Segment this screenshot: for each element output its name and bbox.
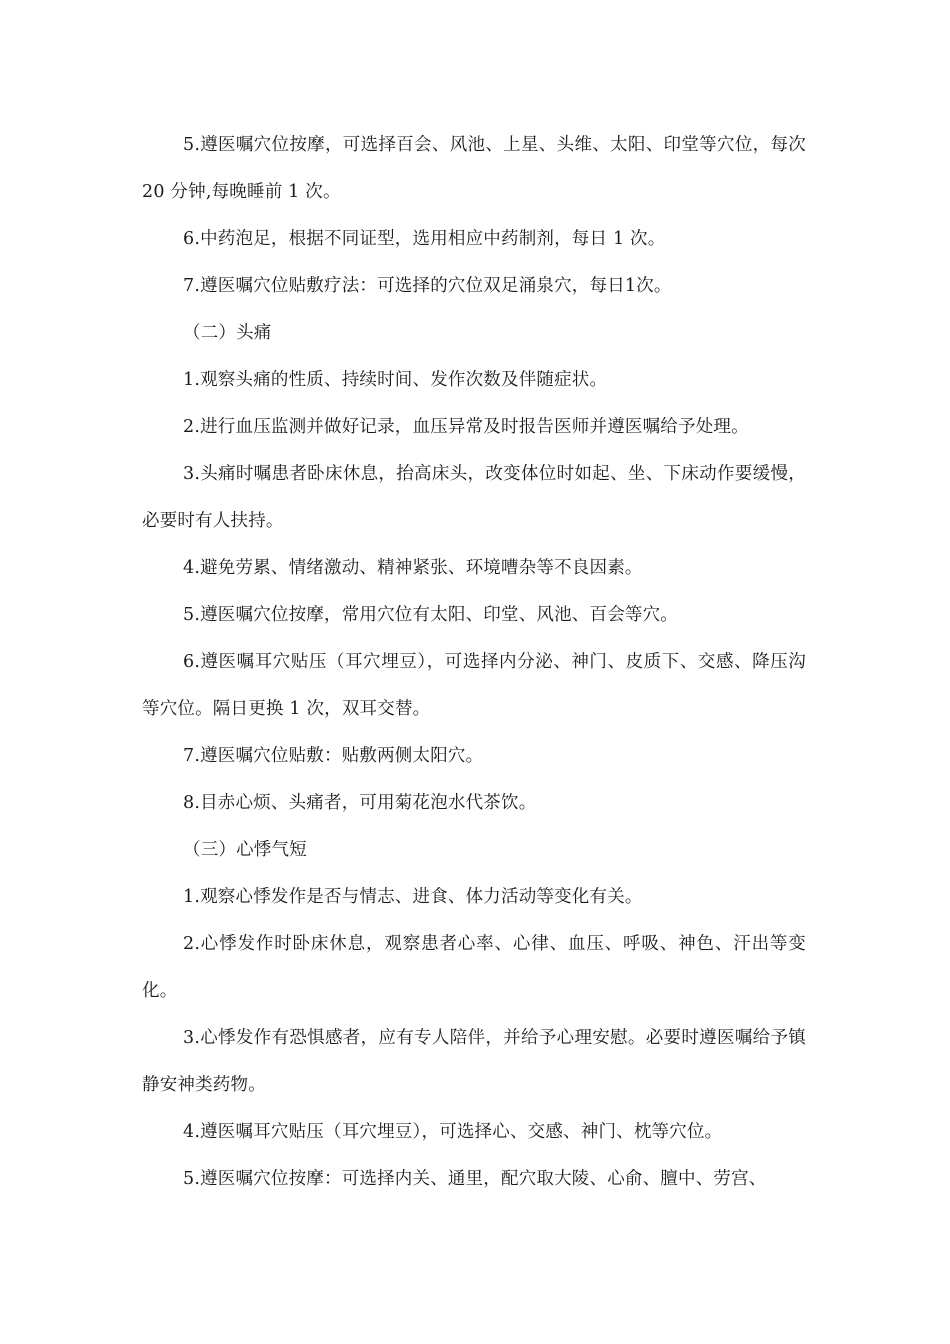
paragraph-palpitation-item-5: 5.遵医嘱穴位按摩：可选择内关、通里，配穴取大陵、心俞、膻中、劳宫、 xyxy=(183,1169,767,1189)
paragraph-headache-item-2: 2.进行血压监测并做好记录，血压异常及时报告医师并遵医嘱给予处理。 xyxy=(183,417,749,437)
paragraph-headache-item-3: 3.头痛时嘱患者卧床休息，抬高床头，改变体位时如起、坐、下床动作要缓慢，必要时有人扶持。 xyxy=(142,464,806,531)
paragraph-headache-item-4: 4.避免劳累、情绪激动、精神紧张、环境嘈杂等不良因素。 xyxy=(183,558,643,578)
paragraph-palpitation-item-4: 4.遵医嘱耳穴贴压（耳穴埋豆），可选择心、交感、神门、枕等穴位。 xyxy=(183,1122,723,1142)
paragraph-dizziness-item-6: 6.中药泡足，根据不同证型，选用相应中药制剂，每日 1 次。 xyxy=(183,229,666,249)
paragraph-dizziness-item-5: 5.遵医嘱穴位按摩，可选择百会、风池、上星、头维、太阳、印堂等穴位，每次 20 分钟,每晚睡前 1 次。 xyxy=(142,135,806,202)
paragraph-palpitation-item-2: 2.心悸发作时卧床休息，观察患者心率、心律、血压、呼吸、神色、汗出等变化。 xyxy=(142,934,806,1001)
section-heading-palpitation: （三）心悸气短 xyxy=(183,840,307,860)
paragraph-palpitation-item-1: 1.观察心悸发作是否与情志、进食、体力活动等变化有关。 xyxy=(183,887,643,907)
paragraph-headache-item-6: 6.遵医嘱耳穴贴压（耳穴埋豆），可选择内分泌、神门、皮质下、交感、降压沟等穴位。隔日更换 1 次，双耳交替。 xyxy=(142,652,806,719)
paragraph-headache-item-1: 1.观察头痛的性质、持续时间、发作次数及伴随症状。 xyxy=(183,370,608,390)
paragraph-headache-item-7: 7.遵医嘱穴位贴敷：贴敷两侧太阳穴。 xyxy=(183,746,484,766)
paragraph-headache-item-8: 8.目赤心烦、头痛者，可用菊花泡水代茶饮。 xyxy=(183,793,537,813)
paragraph-dizziness-item-7: 7.遵医嘱穴位贴敷疗法：可选择的穴位双足涌泉穴，每日1次。 xyxy=(183,276,672,296)
document-body xyxy=(142,122,806,1203)
paragraph-palpitation-item-3: 3.心悸发作有恐惧感者，应有专人陪伴，并给予心理安慰。必要时遵医嘱给予镇静安神类药物。 xyxy=(142,1028,806,1095)
section-heading-headache: （二）头痛 xyxy=(183,323,272,343)
paragraph-headache-item-5: 5.遵医嘱穴位按摩，常用穴位有太阳、印堂、风池、百会等穴。 xyxy=(183,605,678,625)
